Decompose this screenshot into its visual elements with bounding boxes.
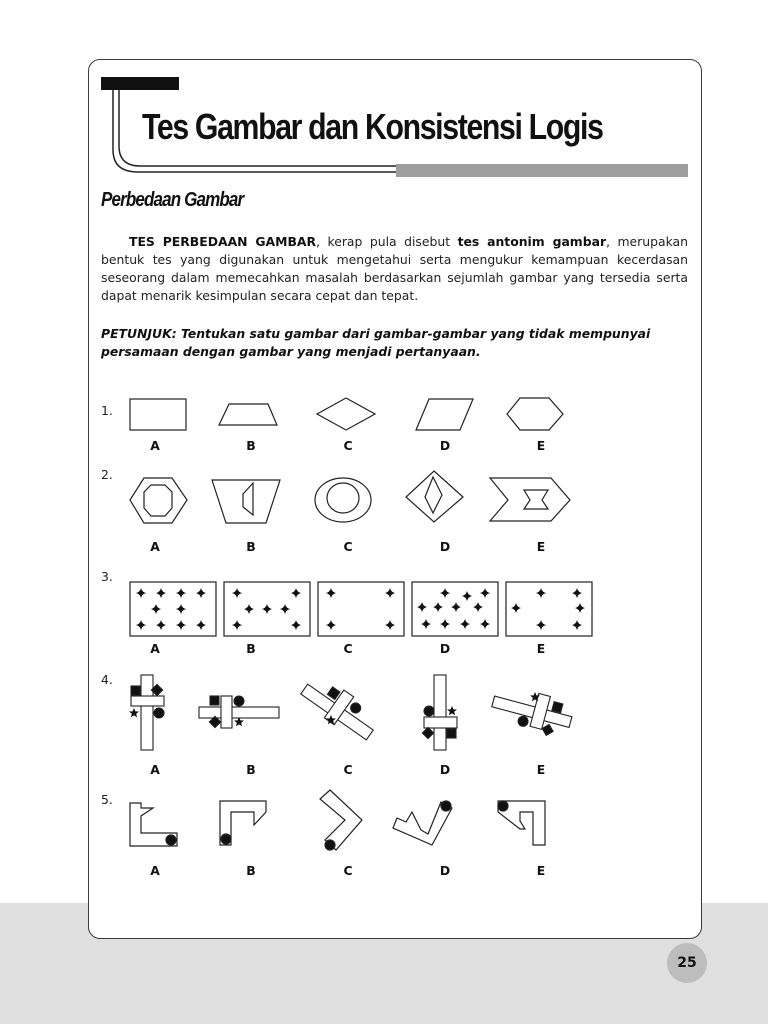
option-label: B xyxy=(246,863,256,878)
q1-figures xyxy=(130,398,563,430)
q3-option-d-markers xyxy=(417,588,490,629)
q5-option-d xyxy=(393,801,452,845)
option-label: C xyxy=(343,641,353,656)
option-label: C xyxy=(343,762,353,777)
option-label: D xyxy=(439,641,451,656)
intro-text-2: , merupakan bentuk tes yang digunakan untuk mengetahui serta mengukur kemampuan kecerdasan seseorang dalam memecahkan masalah berdasarkan sejumlah gambar yang tersedia serta dapat menarik kesimpulan secara cepat dan tepat. xyxy=(101,234,688,303)
q2-option-c xyxy=(315,478,371,522)
option-label: A xyxy=(150,641,160,656)
q5-option-a xyxy=(130,803,177,846)
q2-option-d xyxy=(406,471,463,522)
option-label: C xyxy=(343,863,353,878)
option-label: A xyxy=(150,539,160,554)
q2-figures xyxy=(130,471,570,523)
intro-text-1: , kerap pula disebut xyxy=(316,234,458,249)
option-label: B xyxy=(246,438,256,453)
option-label: E xyxy=(536,641,546,656)
option-label: D xyxy=(439,863,451,878)
q1-option-c-diamond xyxy=(317,398,375,430)
option-label: E xyxy=(536,863,546,878)
option-label: B xyxy=(246,641,256,656)
option-label: A xyxy=(150,438,160,453)
q4-figures xyxy=(131,671,576,750)
section-subtitle: Perbedaan Gambar xyxy=(101,189,244,211)
q5-option-e xyxy=(498,801,545,845)
q1-option-e-hexagon xyxy=(507,398,563,430)
q5-figures xyxy=(130,790,545,850)
option-label: E xyxy=(536,762,546,777)
intro-bold-antonym: tes antonim gambar xyxy=(457,234,607,249)
instruction-text: PETUNJUK: Tentukan satu gambar dari gambar-gambar yang tidak mempunyai persamaan dengan gambar yang menjadi pertanyaan. xyxy=(101,326,651,359)
q3-option-e-markers xyxy=(511,588,585,630)
q1-option-a-rectangle xyxy=(130,399,186,430)
q2-option-b xyxy=(212,480,280,523)
question-number: 2. xyxy=(101,467,113,482)
option-label: A xyxy=(150,863,160,878)
q3-option-c-markers xyxy=(326,588,395,630)
option-label: B xyxy=(246,539,256,554)
option-label: C xyxy=(343,438,353,453)
q5-option-b xyxy=(220,801,266,845)
intro-bold-term: TES PERBEDAAN GAMBAR xyxy=(129,234,317,249)
page-number-badge: 25 xyxy=(667,943,707,983)
question-number: 5. xyxy=(101,792,113,807)
option-label: E xyxy=(536,539,546,554)
question-number: 3. xyxy=(101,569,113,584)
q1-option-b-trapezoid xyxy=(219,404,277,425)
q1-option-d-parallelogram xyxy=(416,399,473,430)
option-label: E xyxy=(536,438,546,453)
question-number: 4. xyxy=(101,672,113,687)
q3-option-a-markers xyxy=(136,588,206,630)
q4-option-e xyxy=(488,683,575,741)
q2-option-e xyxy=(490,478,570,521)
q2-option-a xyxy=(130,478,187,523)
q3-option-a-box xyxy=(130,582,216,636)
q3-figures xyxy=(130,582,592,636)
option-label: B xyxy=(246,762,256,777)
q4-option-c xyxy=(297,671,382,745)
option-label: A xyxy=(150,762,160,777)
q5-option-c xyxy=(320,790,362,850)
option-label: D xyxy=(439,762,451,777)
option-label: D xyxy=(439,539,451,554)
option-label: C xyxy=(343,539,353,554)
page-title: Tes Gambar dan Konsistensi Logis xyxy=(142,106,603,147)
q3-option-b-markers xyxy=(232,588,301,630)
question-number: 1. xyxy=(101,403,113,418)
q3-markers xyxy=(136,588,585,630)
option-label: D xyxy=(439,438,451,453)
